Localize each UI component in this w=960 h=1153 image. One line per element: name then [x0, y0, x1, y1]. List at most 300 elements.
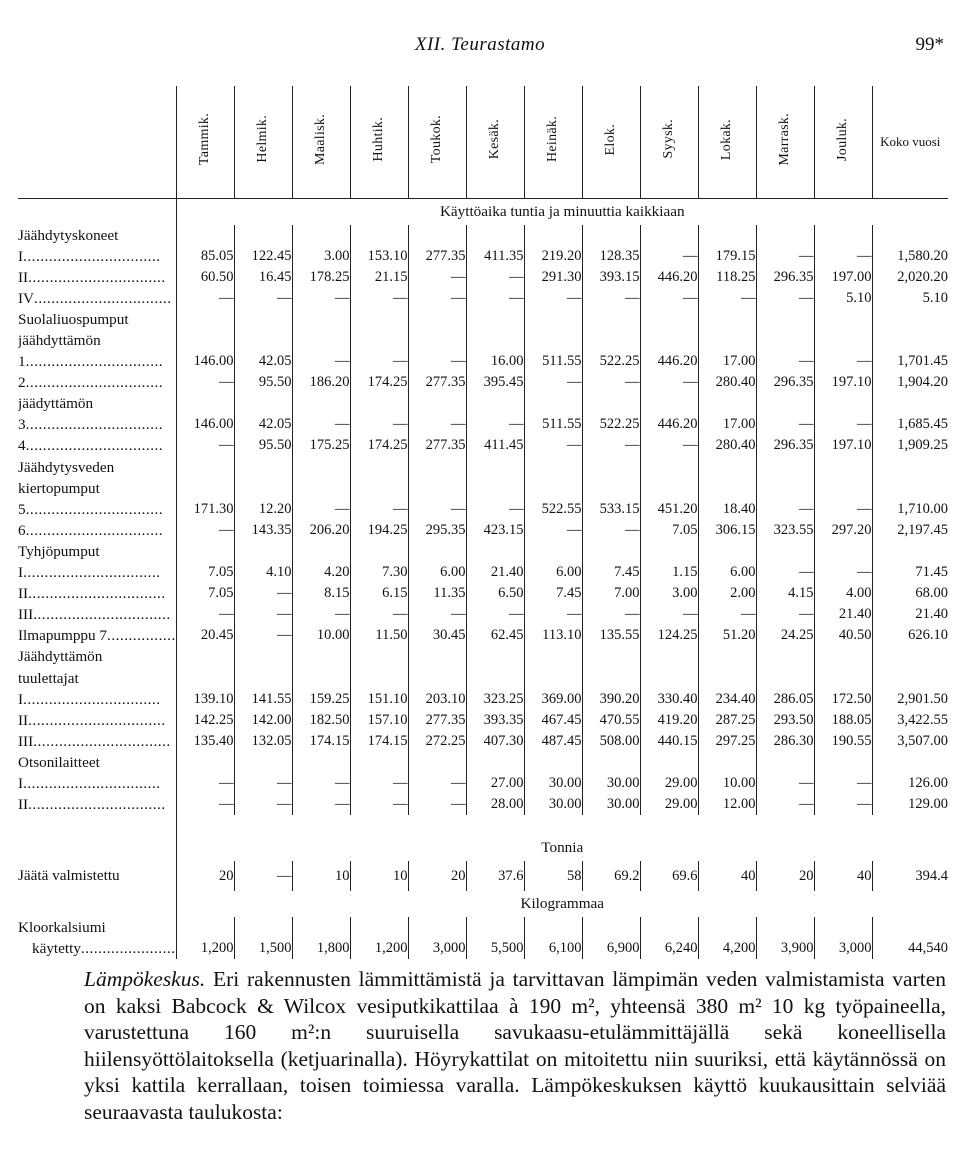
empty-cell	[814, 457, 872, 478]
month-value-cell: 174.25	[350, 435, 408, 456]
month-value-cell: 3,000	[408, 938, 466, 959]
table-row	[18, 773, 948, 794]
month-value-cell: 178.25	[292, 267, 350, 288]
month-label: Tammik.	[197, 113, 212, 166]
month-value-cell: 16.45	[234, 267, 292, 288]
table-row	[18, 288, 948, 309]
leader-dots	[28, 796, 166, 813]
row-label	[18, 689, 176, 710]
section-heading-row	[18, 309, 948, 330]
month-value-cell: —	[176, 794, 234, 815]
row-label-text: I	[18, 690, 24, 708]
row-label-text: 2	[18, 374, 26, 392]
section-heading-row	[18, 393, 948, 414]
empty-cell	[176, 541, 234, 562]
table-row	[18, 731, 948, 752]
empty-cell	[524, 646, 582, 667]
empty-cell	[466, 330, 524, 351]
section-heading-row	[18, 457, 948, 478]
month-value-cell: —	[814, 773, 872, 794]
leader-dots	[23, 775, 161, 792]
empty-cell	[292, 917, 350, 938]
month-value-cell: 291.30	[524, 267, 582, 288]
month-value-cell: 277.35	[408, 372, 466, 393]
empty-cell	[814, 541, 872, 562]
month-value-cell: 30.00	[524, 773, 582, 794]
month-value-cell: —	[756, 288, 814, 309]
month-header-7	[524, 86, 582, 198]
month-value-cell: —	[350, 499, 408, 520]
empty-cell	[234, 330, 292, 351]
empty-cell	[582, 541, 640, 562]
month-value-cell: —	[176, 520, 234, 541]
month-value-cell: —	[408, 794, 466, 815]
empty-cell	[698, 393, 756, 414]
empty-cell	[466, 478, 524, 499]
leader-dots	[26, 353, 164, 370]
empty-cell	[350, 667, 408, 688]
empty-cell	[234, 478, 292, 499]
empty-cell	[408, 330, 466, 351]
month-value-cell: 30.45	[408, 625, 466, 646]
month-value-cell: 395.45	[466, 372, 524, 393]
empty-cell	[698, 646, 756, 667]
empty-cell	[814, 393, 872, 414]
empty-cell	[234, 225, 292, 246]
month-header-2	[234, 86, 292, 198]
table-row	[18, 794, 948, 815]
section-heading	[18, 478, 176, 499]
month-value-cell: 42.05	[234, 351, 292, 372]
paragraph-text: Eri rakennusten lämmittämistä ja tarvittavan lämpimän veden valmistamista varten on kaksi Babcock & Wilcox vesiputkikattilaa à 190 m², yhteensä 380 m² 10 kg työpaineella, varustettuna 160 m²:n suuruisella savukaasu-etulämmittäjällä sekä koneellisella hiilensyöttölaitoksella (ketjuarinalla). Höyrykattilat on mitoitettu niin suuriksi, että käytännössä on yksi kattila kerrallaan, toisen toimiessa varalla. Lämpökeskuksen käyttö kuukausittain selviää seuraavasta taulukosta:	[84, 967, 946, 1124]
month-value-cell: 423.15	[466, 520, 524, 541]
empty-cell	[756, 330, 814, 351]
empty-cell	[292, 478, 350, 499]
section-heading-text: Jäähdytyskoneet	[18, 226, 119, 244]
month-value-cell: 286.05	[756, 689, 814, 710]
empty-cell	[756, 478, 814, 499]
year-total-cell: 1,701.45	[897, 353, 948, 370]
year-total-cell: 1,710.00	[897, 500, 948, 517]
row-label-text: I	[18, 774, 24, 792]
row-label-text: II	[18, 268, 29, 286]
empty-cell	[466, 917, 524, 938]
month-value-cell: 30.00	[524, 794, 582, 815]
total-year-label: Koko vuosi	[880, 133, 941, 149]
month-value-cell: —	[292, 499, 350, 520]
month-value-cell: —	[814, 499, 872, 520]
row-label-text: III	[18, 606, 34, 624]
month-value-cell: 62.45	[466, 625, 524, 646]
row-label	[18, 288, 176, 309]
empty-cell	[640, 752, 698, 773]
month-value-cell: 135.55	[582, 625, 640, 646]
empty-cell	[814, 309, 872, 330]
year-total-cell: 2,020.20	[897, 268, 948, 285]
ice-produced-label: Jäätä valmistettu	[18, 861, 176, 891]
empty-cell	[176, 917, 234, 938]
month-value-cell: 141.55	[234, 689, 292, 710]
month-value-cell: 440.15	[640, 731, 698, 752]
empty-cell	[640, 457, 698, 478]
month-value-cell: 6,900	[582, 938, 640, 959]
month-value-cell: 206.20	[292, 520, 350, 541]
year-total-cell: 3,422.55	[897, 711, 948, 728]
month-value-cell: 30.00	[582, 773, 640, 794]
month-value-cell: 407.30	[466, 731, 524, 752]
chlorine-used-label	[18, 938, 176, 959]
month-value-cell: 10	[350, 861, 408, 891]
unit-caption: Tonnia	[541, 839, 584, 857]
month-value-cell: —	[234, 583, 292, 604]
section-heading	[18, 457, 176, 478]
leader-dots	[26, 374, 164, 391]
year-total-cell: 126.00	[908, 774, 948, 791]
table-row	[18, 414, 948, 435]
empty-cell	[292, 309, 350, 330]
month-value-cell: 4.10	[234, 562, 292, 583]
section-heading	[18, 309, 176, 330]
month-value-cell: —	[756, 562, 814, 583]
row-label	[18, 625, 176, 646]
month-value-cell: 533.15	[582, 499, 640, 520]
month-value-cell: —	[814, 794, 872, 815]
month-value-cell: —	[814, 351, 872, 372]
month-value-cell: 21.15	[350, 267, 408, 288]
total-year-header	[872, 86, 948, 198]
year-total-cell: 1,580.20	[897, 247, 948, 264]
month-header-1	[176, 86, 234, 198]
month-value-cell: 369.00	[524, 689, 582, 710]
empty-cell	[234, 667, 292, 688]
month-value-cell: —	[292, 288, 350, 309]
month-value-cell: 446.20	[640, 267, 698, 288]
month-value-cell: —	[814, 414, 872, 435]
month-value-cell: —	[350, 288, 408, 309]
unit-caption: Käyttöaika tuntia ja minuuttia kaikkiaan	[439, 202, 685, 220]
month-value-cell: —	[408, 499, 466, 520]
month-value-cell: 2.00	[698, 583, 756, 604]
month-value-cell: —	[350, 794, 408, 815]
month-value-cell: 1,500	[234, 938, 292, 959]
month-value-cell: —	[756, 604, 814, 625]
empty-cell	[698, 330, 756, 351]
empty-cell	[292, 457, 350, 478]
section-heading-text: jäähdyttämön	[18, 332, 101, 350]
month-value-cell: 132.05	[234, 731, 292, 752]
leader-dots	[107, 627, 176, 644]
unit-spacer	[18, 198, 176, 225]
empty-cell	[814, 667, 872, 688]
empty-cell	[872, 667, 948, 688]
row-label-text: II	[18, 796, 29, 814]
empty-cell	[640, 541, 698, 562]
row-label	[18, 267, 176, 288]
month-header-3	[292, 86, 350, 198]
empty-cell	[640, 393, 698, 414]
row-label	[18, 499, 176, 520]
month-value-cell: 20	[756, 861, 814, 891]
month-value-cell: 10.00	[292, 625, 350, 646]
month-value-cell: 323.55	[756, 520, 814, 541]
empty-cell	[350, 457, 408, 478]
table-row	[18, 604, 948, 625]
chlorine-heading-row	[18, 917, 948, 938]
empty-cell	[698, 752, 756, 773]
section-heading	[18, 541, 176, 562]
month-value-cell: —	[524, 520, 582, 541]
row-label	[18, 372, 176, 393]
month-value-cell: 1,200	[176, 938, 234, 959]
month-value-cell: 1.15	[640, 562, 698, 583]
month-value-cell: 175.25	[292, 435, 350, 456]
month-value-cell: 4.00	[814, 583, 872, 604]
empty-cell	[814, 917, 872, 938]
year-total-cell: 68.00	[915, 585, 948, 602]
spacer-row	[18, 815, 948, 835]
empty-cell	[524, 309, 582, 330]
empty-cell	[176, 646, 234, 667]
row-label	[18, 414, 176, 435]
page-title: XII. Teurastamo	[414, 34, 546, 55]
empty-cell	[640, 667, 698, 688]
month-value-cell: —	[814, 562, 872, 583]
section-heading-row	[18, 330, 948, 351]
empty-cell	[756, 646, 814, 667]
month-value-cell: 446.20	[640, 351, 698, 372]
month-value-cell: 6,240	[640, 938, 698, 959]
empty-cell	[176, 667, 234, 688]
month-value-cell: 522.25	[582, 414, 640, 435]
row-label-text: 6	[18, 521, 26, 539]
empty-cell	[466, 393, 524, 414]
leader-dots	[26, 416, 164, 433]
month-value-cell: 20	[176, 861, 234, 891]
row-label-text: 3	[18, 416, 26, 434]
month-value-cell: 42.05	[234, 414, 292, 435]
month-value-cell: —	[234, 288, 292, 309]
month-value-cell: 6.15	[350, 583, 408, 604]
month-value-cell: 16.00	[466, 351, 524, 372]
section-heading-text: Otsonilaitteet	[18, 753, 100, 771]
month-value-cell: —	[292, 794, 350, 815]
month-value-cell: 146.00	[176, 414, 234, 435]
empty-cell	[234, 457, 292, 478]
month-value-cell: 411.45	[466, 435, 524, 456]
leader-dots	[28, 712, 166, 729]
month-value-cell: 51.20	[698, 625, 756, 646]
year-total-cell: 2,901.50	[897, 690, 948, 707]
month-value-cell: 29.00	[640, 773, 698, 794]
empty-cell	[466, 646, 524, 667]
month-value-cell: 124.25	[640, 625, 698, 646]
empty-cell	[350, 393, 408, 414]
month-value-cell: —	[292, 773, 350, 794]
month-value-cell: 29.00	[640, 794, 698, 815]
month-value-cell: 159.25	[292, 689, 350, 710]
month-label: Kesäk.	[487, 119, 502, 160]
empty-cell	[466, 309, 524, 330]
month-value-cell: 95.50	[234, 372, 292, 393]
unit-row-time	[18, 198, 948, 225]
month-value-cell: —	[350, 351, 408, 372]
spacer-cell	[176, 815, 948, 835]
month-value-cell: 21.40	[814, 604, 872, 625]
month-value-cell: —	[756, 499, 814, 520]
spacer-cell	[18, 815, 176, 835]
leader-dots	[23, 691, 161, 708]
row-label	[18, 351, 176, 372]
month-value-cell: —	[756, 794, 814, 815]
empty-cell	[176, 478, 234, 499]
empty-cell	[408, 646, 466, 667]
month-value-cell: 522.25	[582, 351, 640, 372]
month-header-5	[408, 86, 466, 198]
empty-cell	[872, 478, 948, 499]
month-label: Syysk.	[661, 119, 676, 160]
slaughterhouse-machinery-table	[18, 86, 948, 959]
empty-cell	[582, 309, 640, 330]
leader-dots	[26, 437, 164, 454]
row-label	[18, 520, 176, 541]
month-value-cell: 6.00	[698, 562, 756, 583]
month-value-cell: —	[640, 435, 698, 456]
section-heading	[18, 667, 176, 688]
unit-spacer	[18, 835, 176, 861]
month-value-cell: 277.35	[408, 435, 466, 456]
empty-cell	[408, 309, 466, 330]
leader-dots	[23, 248, 161, 265]
month-label: Elok.	[603, 123, 618, 155]
table-row	[18, 351, 948, 372]
month-label: Huhtik.	[371, 117, 386, 162]
month-value-cell: —	[176, 372, 234, 393]
empty-cell	[292, 225, 350, 246]
year-total-cell: 394.4	[915, 868, 948, 885]
month-value-cell: 27.00	[466, 773, 524, 794]
section-heading-row	[18, 541, 948, 562]
table-row	[18, 689, 948, 710]
empty-cell	[524, 667, 582, 688]
empty-cell	[872, 541, 948, 562]
row-label	[18, 794, 176, 815]
empty-cell	[872, 917, 948, 938]
month-value-cell: 17.00	[698, 351, 756, 372]
empty-cell	[756, 393, 814, 414]
month-label: Helmik.	[255, 115, 270, 164]
row-label-text: 4	[18, 437, 26, 455]
month-value-cell: 3.00	[292, 246, 350, 267]
empty-cell	[292, 667, 350, 688]
empty-cell	[524, 393, 582, 414]
month-value-cell: 7.05	[640, 520, 698, 541]
month-value-cell: 153.10	[350, 246, 408, 267]
empty-cell	[814, 478, 872, 499]
month-value-cell: 5.10	[814, 288, 872, 309]
month-value-cell: 24.25	[756, 625, 814, 646]
empty-cell	[582, 457, 640, 478]
ice-produced-row	[18, 861, 948, 891]
month-value-cell: —	[698, 288, 756, 309]
empty-cell	[582, 646, 640, 667]
month-value-cell: 296.35	[756, 267, 814, 288]
month-label: Marrask.	[777, 112, 792, 166]
month-value-cell: —	[466, 288, 524, 309]
empty-cell	[872, 309, 948, 330]
month-value-cell: 3,900	[756, 938, 814, 959]
section-heading	[18, 330, 176, 351]
month-value-cell: —	[234, 773, 292, 794]
month-value-cell: 7.05	[176, 562, 234, 583]
paragraph-lead: Lämpökeskus.	[84, 967, 206, 991]
empty-cell	[756, 225, 814, 246]
year-total-cell: 1,685.45	[897, 416, 948, 433]
month-value-cell: —	[582, 435, 640, 456]
month-value-cell: —	[466, 414, 524, 435]
month-value-cell: 6.50	[466, 583, 524, 604]
empty-cell	[756, 457, 814, 478]
empty-cell	[408, 917, 466, 938]
month-value-cell: —	[408, 351, 466, 372]
month-value-cell: 142.00	[234, 710, 292, 731]
unit-row-kg	[18, 891, 948, 917]
month-value-cell: 157.10	[350, 710, 408, 731]
month-value-cell: —	[234, 861, 292, 891]
month-value-cell: —	[234, 604, 292, 625]
month-value-cell: 511.55	[524, 414, 582, 435]
month-value-cell: 296.35	[756, 435, 814, 456]
table-row	[18, 583, 948, 604]
empty-cell	[176, 330, 234, 351]
table-row	[18, 435, 948, 456]
month-header-6	[466, 86, 524, 198]
month-value-cell: 60.50	[176, 267, 234, 288]
month-value-cell: 411.35	[466, 246, 524, 267]
empty-cell	[524, 541, 582, 562]
empty-cell	[292, 646, 350, 667]
month-value-cell: 139.10	[176, 689, 234, 710]
empty-cell	[524, 457, 582, 478]
month-value-cell: 522.55	[524, 499, 582, 520]
section-heading-row	[18, 667, 948, 688]
month-value-cell: 4.15	[756, 583, 814, 604]
month-value-cell: 203.10	[408, 689, 466, 710]
row-label	[18, 710, 176, 731]
empty-cell	[698, 309, 756, 330]
empty-cell	[408, 667, 466, 688]
month-value-cell: —	[582, 288, 640, 309]
month-value-cell: 467.45	[524, 710, 582, 731]
month-value-cell: 390.20	[582, 689, 640, 710]
empty-cell	[524, 225, 582, 246]
month-value-cell: —	[408, 604, 466, 625]
year-total-cell: 1,904.20	[897, 374, 948, 391]
month-value-cell: 297.20	[814, 520, 872, 541]
empty-cell	[640, 309, 698, 330]
empty-cell	[698, 541, 756, 562]
row-label-text: II	[18, 711, 29, 729]
empty-cell	[872, 393, 948, 414]
month-value-cell: 58	[524, 861, 582, 891]
month-value-cell: —	[408, 773, 466, 794]
row-label-text: I	[18, 564, 24, 582]
month-value-cell: 146.00	[176, 351, 234, 372]
month-value-cell: 6.00	[408, 562, 466, 583]
empty-cell	[756, 917, 814, 938]
month-value-cell: 135.40	[176, 731, 234, 752]
unit-caption: Kilogrammaa	[520, 895, 604, 913]
unit-row-tons	[18, 835, 948, 861]
